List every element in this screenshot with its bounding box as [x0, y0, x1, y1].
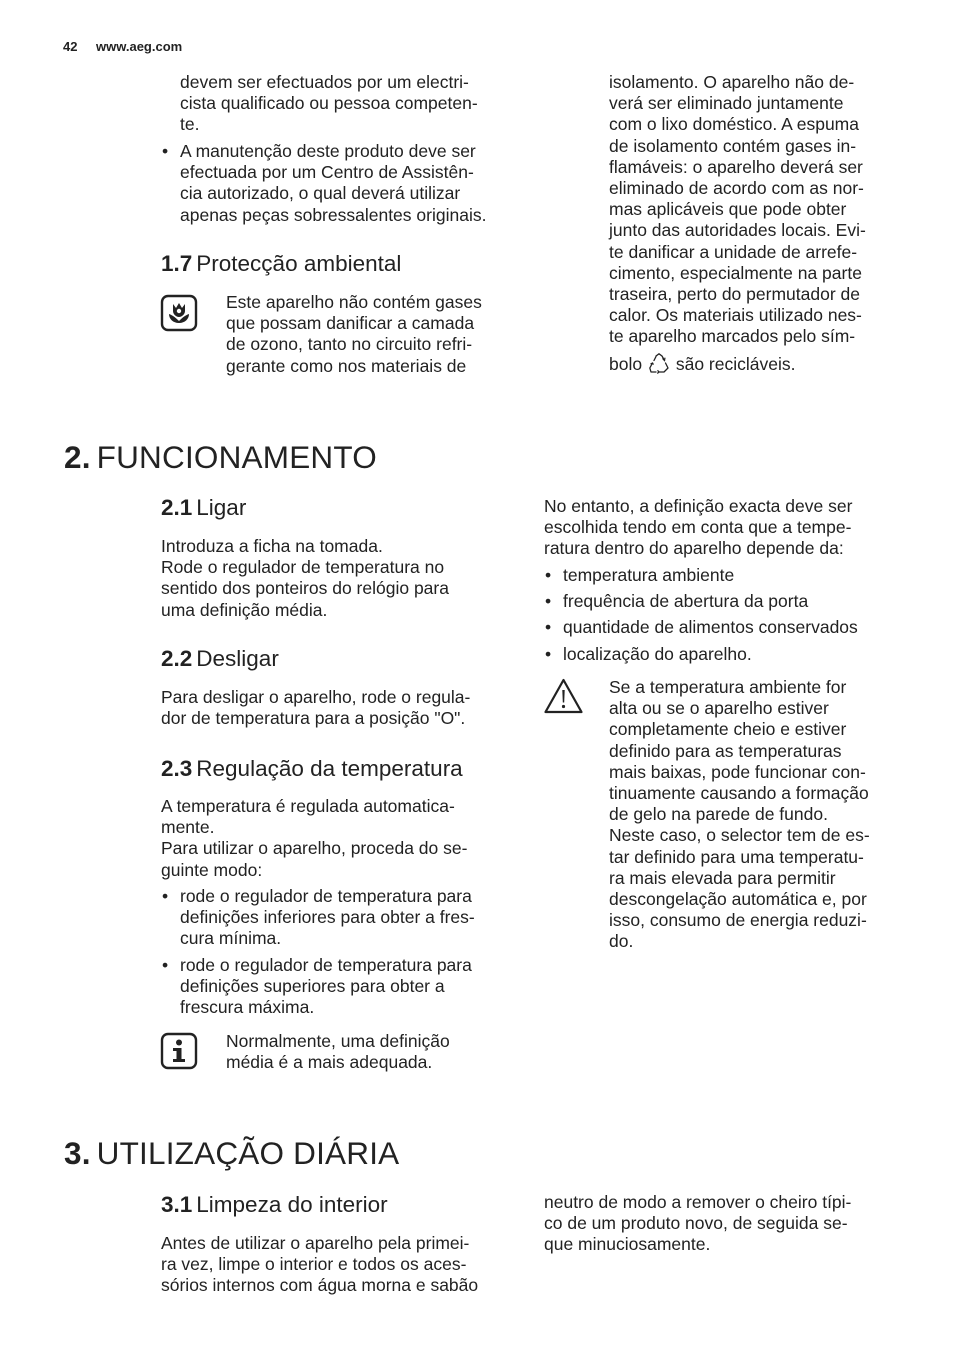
recycle-icon [648, 352, 670, 374]
ch2-right-bullets [544, 565, 914, 670]
s22-text: Para desligar o aparelho, rode o regula- dor de temperatura para a posição "O". [161, 687, 471, 729]
s17-intro: devem ser efectuados por um electri- cista qualificado ou pessoa competen- te. [180, 72, 478, 135]
chapter-2-heading: 2. FUNCIONAMENTO [64, 439, 377, 475]
list-item: • frequência de abertura da porta [544, 591, 914, 612]
s17-note: Este aparelho não contém gases que possam danificar a camada de ozono, tanto no circuito refri- gerante como nos materiais de [226, 292, 482, 376]
s23-heading: 2.3 Regulação da temperatura [161, 756, 463, 781]
list-item: • rode o regulador de temperatura para definições inferiores para obter a fres- cura mínima. [161, 886, 521, 950]
list-item: • quantidade de alimentos conservados [544, 617, 914, 638]
s17-right: isolamento. O aparelho não de- verá ser eliminado juntamente com o lixo doméstico. A espuma de isolamento contém gases in- flamáveis: o aparelho deverá ser eliminado de acordo com as nor- mas aplicáveis que pode obter junto das autoridades locais. Evi- te danificar a unidade de arrefe- cimento, especialmente na parte traseira, perto do permutador de calor. Os materiais utilizado nes- te aparelho marcados pelo sím- bolo são recicláveis. [609, 72, 866, 374]
ch2-warning: Se a temperatura ambiente for alta ou se o aparelho estiver completamente cheio e estiver definido para as temperaturas mais baixas, pode funcionar con- tinuamente causando a formação de gelo na parede de fundo. Neste caso, o selector tem de es- tar definido para uma temperatu- ra mais elevada para permitir descongelação automática e, por isso, consumo de energia reduzi- do. [609, 677, 870, 952]
s17-bullet: • A manutenção deste produto deve ser efectuada por um Centro de Assistên- cia autorizado, o qual deverá utilizar apenas peças sobressalentes originais. [161, 141, 521, 231]
s31-heading: 3.1 Limpeza do interior [161, 1192, 388, 1217]
s31-right-text: neutro de modo a remover o cheiro típi- co de um produto novo, de seguida se- que minuciosamente. [544, 1192, 852, 1255]
s17-heading: 1.7 Protecção ambiental [161, 251, 402, 276]
s23-text: A temperatura é regulada automatica- mente. Para utilizar o aparelho, proceda do se- guinte modo: [161, 796, 468, 880]
s21-heading: 2.1 Ligar [161, 495, 247, 520]
list-item: • temperatura ambiente [544, 565, 914, 586]
environment-icon [160, 294, 198, 332]
s21-text: Introduza a ficha na tomada. Rode o regulador de temperatura no sentido dos ponteiros do relógio para uma definição média. [161, 536, 449, 620]
list-item: • localização do aparelho. [544, 644, 914, 665]
info-icon [160, 1032, 198, 1070]
warning-icon [543, 677, 584, 715]
page-number: 42 [63, 39, 78, 54]
ch2-right-text: No entanto, a definição exacta deve ser escolhida tendo em conta que a tempe- ratura dentro do aparelho depende da: [544, 496, 853, 559]
s23-bullets [161, 886, 521, 1023]
site-url: www.aeg.com [96, 39, 183, 54]
s22-heading: 2.2 Desligar [161, 646, 279, 671]
list-item: • rode o regulador de temperatura para definições superiores para obter a frescura máxima. [161, 955, 521, 1019]
s31-text: Antes de utilizar o aparelho pela primei- ra vez, limpe o interior e todos os aces- sórios internos com água morna e sabão [161, 1233, 479, 1296]
chapter-3-heading: 3. UTILIZAÇÃO DIÁRIA [64, 1135, 400, 1171]
s23-info: Normalmente, uma definição média é a mais adequada. [226, 1031, 450, 1073]
